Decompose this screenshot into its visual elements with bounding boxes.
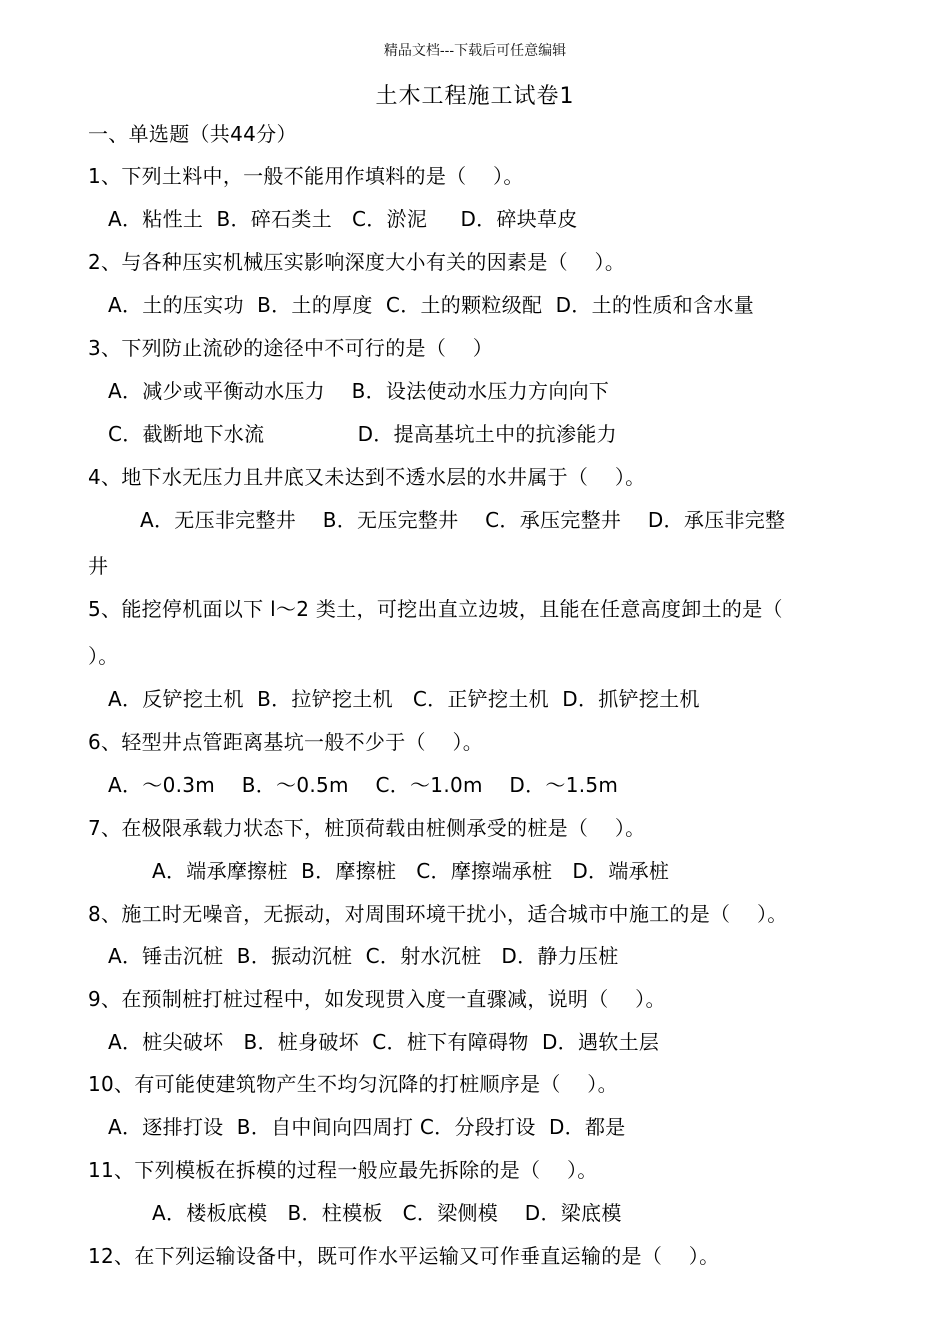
question-6: 6、轻型井点管距离基坑一般不少于（ ）。 [88, 730, 484, 754]
question-9: 9、在预制桩打桩过程中，如发现贯入度一直骤减，说明（ ）。 [88, 987, 666, 1011]
question-9-options: A．桩尖破坏 B．桩身破坏 C．桩下有障碍物 D．遇软土层 [108, 1030, 660, 1054]
question-3-options-cd: C．截断地下水流 D．提高基坑土中的抗渗能力 [108, 422, 617, 446]
question-12: 12、在下列运输设备中，既可作水平运输又可作垂直运输的是（ ）。 [88, 1244, 720, 1268]
exam-title: 土木工程施工试卷1 [375, 84, 575, 109]
question-5: 5、能挖停机面以下 l～2 类土，可挖出直立边坡，且能在任意高度卸土的是（ [88, 597, 783, 621]
question-4: 4、地下水无压力且井底又未达到不透水层的水井属于（ ）。 [88, 465, 646, 489]
question-10-options: A．逐排打设 B．自中间向四周打 C．分段打设 D．都是 [108, 1115, 626, 1139]
question-6-options: A．～0.3m B．～0.5m C．～1.0m D．～1.5m [108, 773, 619, 797]
question-5-wrap: ）。 [88, 644, 119, 668]
question-7: 7、在极限承载力状态下，桩顶荷载由桩侧承受的桩是（ ）。 [88, 816, 646, 840]
question-3: 3、下列防止流砂的途径中不可行的是（ ） [88, 336, 494, 360]
question-2-options: A．土的压实功 B．土的厚度 C．土的颗粒级配 D．土的性质和含水量 [108, 293, 755, 317]
question-4-options: A．无压非完整井 B．无压完整井 C．承压完整井 D．承压非完整 [140, 508, 786, 532]
question-11-options: A．楼板底模 B．柱模板 C．梁侧模 D．梁底模 [152, 1201, 622, 1225]
question-1: 1、下列土料中，一般不能用作填料的是（ ）。 [88, 164, 524, 188]
question-5-options: A．反铲挖土机 B．拉铲挖土机 C．正铲挖土机 D．抓铲挖土机 [108, 687, 700, 711]
question-7-options: A．端承摩擦桩 B．摩擦桩 C．摩擦端承桩 D．端承桩 [152, 859, 670, 883]
question-10: 10、有可能使建筑物产生不均匀沉降的打桩顺序是（ ）。 [88, 1072, 618, 1096]
question-11: 11、下列模板在拆模的过程一般应最先拆除的是（ ）。 [88, 1158, 598, 1182]
question-2: 2、与各种压实机械压实影响深度大小有关的因素是（ ）。 [88, 250, 626, 274]
question-1-options: A．粘性土 B．碎石类土 C．淤泥 D．碎块草皮 [108, 207, 578, 231]
section-heading: 一、单选题（共44分） [88, 122, 297, 146]
question-4-options-wrap: 井 [88, 554, 109, 578]
question-3-options-ab: A．减少或平衡动水压力 B．设法使动水压力方向向下 [108, 379, 610, 403]
question-8-options: A．锤击沉桩 B．振动沉桩 C．射水沉桩 D．静力压桩 [108, 944, 619, 968]
question-8: 8、施工时无噪音，无振动，对周围环境干扰小，适合城市中施工的是（ ）。 [88, 902, 788, 926]
page-header: 精品文档---下载后可任意编辑 [383, 43, 567, 59]
